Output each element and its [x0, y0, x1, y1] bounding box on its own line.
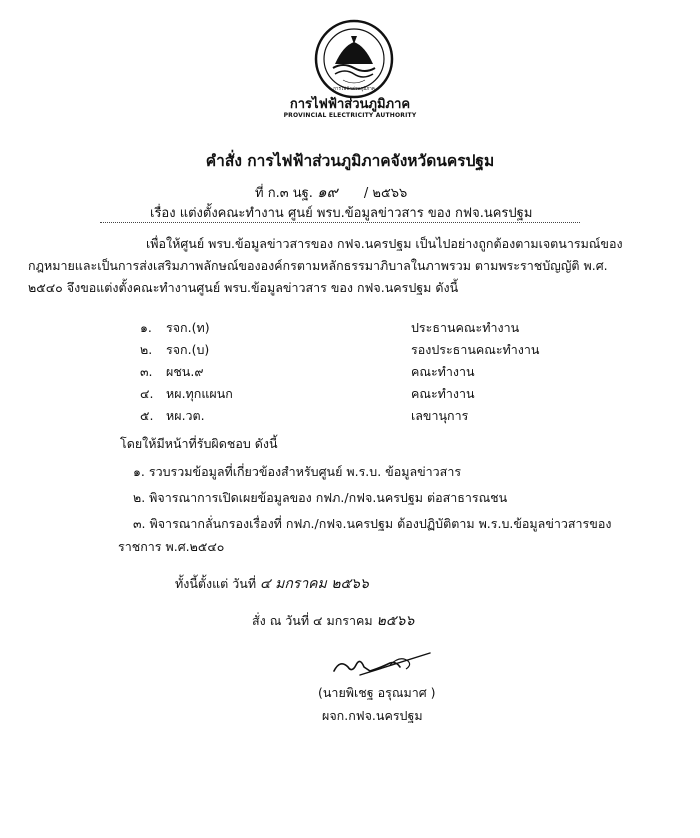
member-name: รจก.(บ) — [166, 342, 210, 357]
signed-year: ๒๕๖๖ — [376, 613, 415, 629]
ref-year: / ๒๕๖๖ — [363, 186, 408, 201]
member-role: รองประธานคณะทำงาน — [411, 342, 540, 357]
signed-date — [252, 610, 414, 632]
member-name: ผชน.๙ — [166, 364, 204, 379]
effective-prefix: ทั้งนี้ตั้งแต่ วันที่ — [175, 576, 257, 591]
ref-number: ๑๙ — [317, 183, 338, 201]
member-name: หผ.วต. — [166, 408, 205, 423]
signature — [330, 645, 440, 681]
order-subject: เรื่อง แต่งตั้งคณะทำงาน ศูนย์ พรบ.ข้อมูลข่าวสาร ของ กฟจ.นครปฐม — [150, 206, 533, 221]
effective-date — [175, 573, 369, 595]
effective-date-value: ๔ มกราคม ๒๕๖๖ — [260, 576, 369, 592]
ref-prefix: ที่ ก.๓ นฐ. — [255, 186, 313, 201]
member-role: คณะทำงาน — [411, 364, 475, 379]
member-number: ๑. — [140, 320, 152, 335]
member-role: เลขานุการ — [411, 408, 469, 423]
logo-ring-text: การไฟฟ้าส่วนภูมิภาค — [333, 87, 375, 92]
member-role: คณะทำงาน — [411, 386, 475, 401]
signer-name: (นายพิเชฐ อรุณมาศ ) — [318, 685, 436, 700]
member-number: ๒. — [140, 342, 153, 357]
intro-line-3: ๒๕๔๐ จึงขอแต่งตั้งคณะทำงานศูนย์ พรบ.ข้อมูลข่าวสาร ของ กฟจ.นครปฐม ดังนี้ — [28, 280, 459, 295]
member-name: รจก.(ท) — [166, 320, 210, 335]
org-name-thai: การไฟฟ้าส่วนภูมิภาค — [289, 97, 411, 112]
pea-logo — [313, 18, 395, 100]
org-name-english: PROVINCIAL ELECTRICITY AUTHORITY — [283, 112, 417, 119]
member-name: หผ.ทุกแผนก — [166, 386, 233, 401]
intro-line-2: กฎหมายและเป็นการส่งเสริมภาพลักษณ์ขององค์กรตามหลักธรรมาภิบาลในภาพรวม ตามพระราชบัญญัติ พ.ศ. — [28, 258, 608, 273]
duty-item: ๑. รวบรวมข้อมูลที่เกี่ยวข้องสำหรับศูนย์ พ.ร.บ. ข้อมูลข่าวสาร — [133, 464, 462, 479]
duty-item: ๒. พิจารณาการเปิดเผยข้อมูลของ กฟภ./กฟจ.นครปฐม ต่อสาธารณชน — [133, 490, 508, 505]
member-number: ๔. — [140, 386, 154, 401]
divider — [100, 222, 580, 223]
duties-title: โดยให้มีหน้าที่รับผิดชอบ ดังนี้ — [120, 436, 278, 451]
order-title: คำสั่ง การไฟฟ้าส่วนภูมิภาคจังหวัดนครปฐม — [205, 152, 495, 170]
duty-item: ๓. พิจารณากลั่นกรองเรื่องที่ กฟภ./กฟจ.นครปฐม ต้องปฏิบัติตาม พ.ร.บ.ข้อมูลข่าวสารของ — [133, 516, 612, 531]
member-number: ๕. — [140, 408, 154, 423]
signer-position: ผจก.กฟจ.นครปฐม — [322, 708, 423, 723]
order-reference — [255, 180, 407, 204]
duty-item-continuation: ราชการ พ.ศ.๒๕๔๐ — [118, 539, 225, 554]
intro-line-1: เพื่อให้ศูนย์ พรบ.ข้อมูลข่าวสารของ กฟจ.นครปฐม เป็นไปอย่างถูกต้องตามเจตนารมณ์ของ — [146, 236, 623, 251]
member-role: ประธานคณะทำงาน — [411, 320, 520, 335]
signed-prefix: สั่ง ณ วันที่ ๔ มกราคม — [252, 613, 373, 628]
member-number: ๓. — [140, 364, 153, 379]
